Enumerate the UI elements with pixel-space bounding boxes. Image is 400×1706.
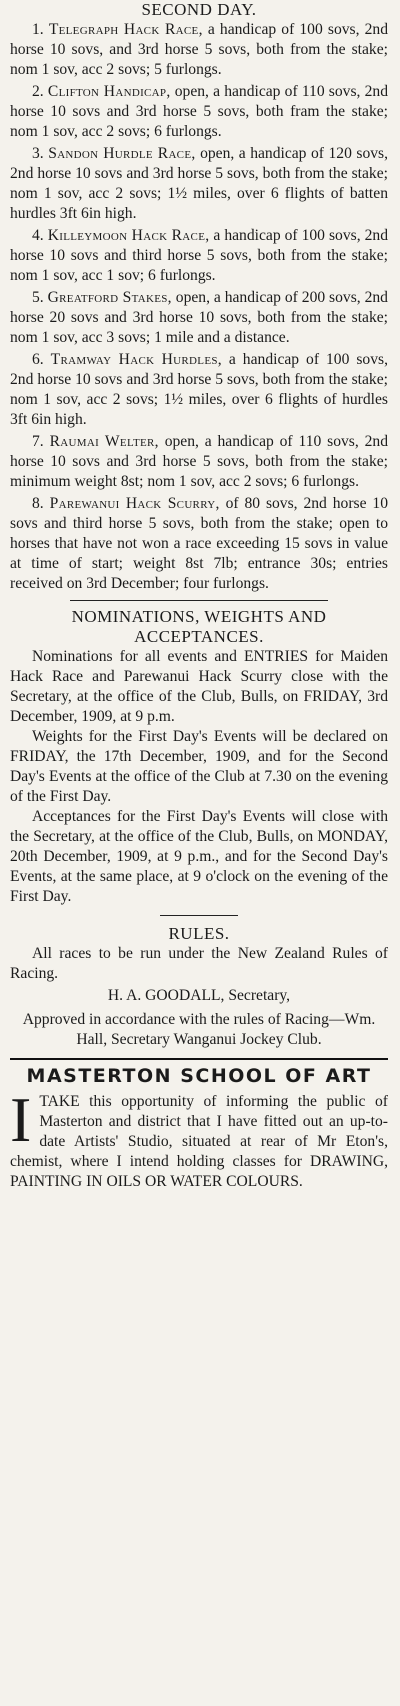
race-conditions: of 80 sovs, 2nd horse 10 sovs and third horse 5 sovs, both from the stake; open to horses that have not won a race exceeding 15 sovs in value at time of start; weight 8st 7lb; entrance 30s; entries received on 3rd December; four furlongs. bbox=[10, 495, 389, 592]
race-list bbox=[10, 20, 388, 594]
race-item bbox=[10, 432, 388, 492]
section-divider bbox=[70, 600, 328, 601]
rules-text: All races to be run under the New Zealand Rules of Racing. bbox=[10, 945, 388, 982]
weights-paragraph: Weights for the First Day's Events will be declared on FRIDAY, the 17th December, 1909, and for the Second Day's Events at the office of the Club at 7.30 on the evening of the First Day. bbox=[10, 728, 388, 805]
second-day-heading: SECOND DAY. bbox=[141, 0, 257, 19]
nominations-heading-line2: ACCEPTANCES. bbox=[134, 627, 264, 646]
race-name: Greatford Stakes, bbox=[47, 289, 172, 306]
race-conditions: open, a handicap of 120 sovs, 2nd horse 10 sovs and 3rd horse 5 sovs, both from the stake; nom 1 sov, acc 2 sovs; 1½ miles, over 6 flights of batten hurdles 3ft 6in high. bbox=[10, 145, 389, 222]
race-conditions: a handicap of 100 sovs, 2nd horse 10 sovs and 3rd horse 5 sovs, both from the stake; nom 1 sov, acc 2 sovs; 1½ miles, over 6 flights of hurdles 3ft 6in high. bbox=[10, 351, 388, 428]
acceptances-paragraph: Acceptances for the First Day's Events will close with the Secretary, at the office of the Club, Bulls, on MONDAY, 20th December, 1909, at 9 p.m., and for the Second Day's Events, at the same place, at 9 o'clock on the evening of the First Day. bbox=[10, 808, 388, 905]
advert-body bbox=[10, 1084, 388, 1192]
section-divider bbox=[160, 915, 238, 916]
race-number: 4. bbox=[32, 227, 44, 244]
race-conditions: open, a handicap of 200 sovs, 2nd horse 20 sovs and 3rd horse 10 sovs, both from the stake; nom 1 sov, acc 3 sovs; 1 mile and a distance. bbox=[10, 289, 388, 346]
race-name: Parewanui Hack Scurry, bbox=[49, 495, 220, 512]
advert-title: MASTERTON SCHOOL OF ART bbox=[26, 1065, 372, 1087]
race-number: 2. bbox=[32, 83, 44, 100]
race-conditions: open, a handicap of 110 sovs, 2nd horse 10 sovs and 3rd horse 5 sovs, both fram the stake; nom 1 sov, acc 2 sovs; 6 furlongs. bbox=[10, 83, 388, 140]
race-number: 5. bbox=[32, 289, 44, 306]
race-conditions: a handicap of 100 sovs, 2nd horse 10 sovs and third horse 5 sovs, both from the stake; nom 1 sov, acc 1 sov; 6 furlongs. bbox=[10, 227, 388, 284]
secretary-signature: H. A. GOODALL, Secretary, bbox=[107, 987, 291, 1004]
race-name: Tramway Hack Hurdles, bbox=[50, 351, 222, 368]
race-name: Telegraph Hack Race, bbox=[48, 21, 203, 38]
race-item bbox=[10, 350, 388, 430]
race-item bbox=[10, 288, 388, 348]
drop-cap-letter: I bbox=[10, 1084, 32, 1155]
rules-heading: RULES. bbox=[168, 924, 230, 943]
advert-text: TAKE this opportunity of informing the public of Masterton and district that I have fitted out an up-to-date Artists' Studio, situated at rear of Mr Eton's, chemist, where I intend holding classes for DRAWING, PAINTING IN OILS OR WATER COLOURS. bbox=[10, 1093, 388, 1190]
race-name: Clifton Handicap, bbox=[47, 83, 171, 100]
race-conditions: a handicap of 100 sovs, 2nd horse 10 sovs, and 3rd horse 5 sovs, both from the stake; nom 1 sov, acc 2 sovs; 5 furlongs. bbox=[10, 21, 388, 78]
approval-note: Approved in accordance with the rules of Racing—Wm. Hall, Secretary Wanganui Jockey Club. bbox=[22, 1011, 376, 1048]
race-item bbox=[10, 226, 388, 286]
nominations-paragraph: Nominations for all events and ENTRIES for Maiden Hack Race and Parewanui Hack Scurry close with the Secretary, at the office of the Club, Bulls, on FRIDAY, 3rd December, 1909, at 9 p.m. bbox=[10, 648, 388, 725]
race-item bbox=[10, 144, 388, 224]
race-number: 3. bbox=[32, 145, 44, 162]
race-number: 1. bbox=[32, 21, 44, 38]
race-item bbox=[10, 494, 388, 594]
race-item bbox=[10, 82, 388, 142]
race-name: Raumai Welter, bbox=[49, 433, 159, 450]
race-name: Killeymoon Hack Race, bbox=[47, 227, 210, 244]
race-name: Sandon Hurdle Race, bbox=[48, 145, 196, 162]
nominations-heading bbox=[10, 607, 388, 647]
race-number: 7. bbox=[32, 433, 44, 450]
nominations-heading-line1: NOMINATIONS, WEIGHTS AND bbox=[71, 607, 327, 626]
advert-divider bbox=[10, 1058, 388, 1060]
race-item bbox=[10, 20, 388, 80]
race-number: 8. bbox=[32, 495, 44, 512]
race-number: 6. bbox=[32, 351, 44, 368]
race-conditions: open, a handicap of 110 sovs, 2nd horse 10 sovs and 3rd horse 5 sovs, both from the stake; minimum weight 8st; nom 1 sov, acc 2 sovs; 6 furlongs. bbox=[10, 433, 388, 490]
